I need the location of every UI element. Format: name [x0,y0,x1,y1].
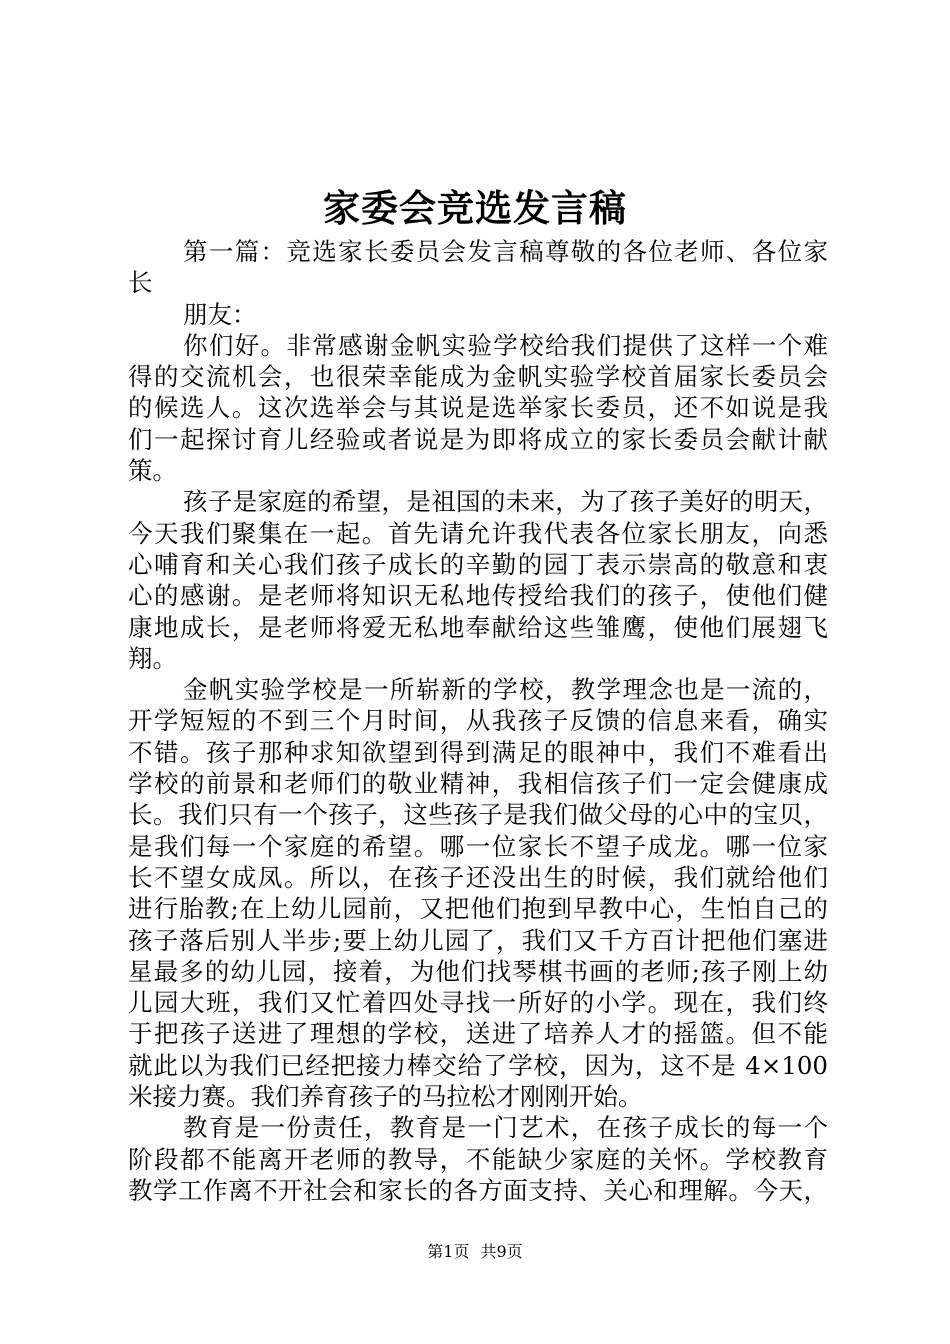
document-body [128,236,828,1206]
text-line: 就此以为我们已经把接力棒交给了学校，因为，这不是 4×100 [128,1050,828,1080]
text-line: 金帆实验学校是一所崭新的学校，教学理念也是一流的， [183,675,828,705]
text-line: 们一起探讨育儿经验或者说是为即将成立的家长委员会献计献 [128,424,828,454]
text-line: 你们好。非常感谢金帆实验学校给我们提供了这样一个难 [183,330,828,360]
text-line: 策。 [128,456,177,486]
text-line: 进行胎教;在上幼儿园前，又把他们抱到早教中心，生怕自己的 [128,894,828,924]
text-line: 朋友： [183,299,257,329]
text-line: 第一篇：竞选家长委员会发言稿尊敬的各位老师、各位家 [183,237,828,266]
text-line: 心的感谢。是老师将知识无私地传授给我们的孩子，使他们健 [128,581,828,611]
text-line: 心哺育和关心我们孩子成长的辛勤的园丁表示崇高的敬意和衷 [128,549,828,579]
text-line: 长。我们只有一个孩子，这些孩子是我们做父母的心中的宝贝， [128,800,828,830]
text-line: 教育是一份责任，教育是一门艺术，在孩子成长的每一个 [183,1113,828,1143]
page-total: 共9页 [480,1242,523,1261]
document-title: 家委会竞选发言稿 [323,186,627,230]
text-line: 孩子落后别人半步;要上幼儿园了，我们又千方百计把他们塞进 [128,925,828,955]
text-line: 不错。孩子那种求知欲望到得到满足的眼神中，我们不难看出 [128,737,828,767]
text-line: 教学工作离不开社会和家长的各方面支持、关心和理解。今天， [128,1175,828,1205]
text-line: 的候选人。这次选举会与其说是选举家长委员，还不如说是我 [128,393,828,423]
text-line: 阶段都不能离开老师的教导，不能缺少家庭的关怀。学校教育 [128,1144,828,1174]
text-line: 是我们每一个家庭的希望。哪一位家长不望子成龙。哪一位家 [128,831,828,861]
text-line: 长不望女成凤。所以，在孩子还没出生的时候，我们就给他们 [128,862,828,892]
text-line: 长 [128,268,153,298]
page-footer [0,1240,950,1264]
text-line: 孩子是家庭的希望，是祖国的未来，为了孩子美好的明天， [183,487,828,517]
text-line: 于把孩子送进了理想的学校，送进了培养人才的摇篮。但不能 [128,1019,828,1049]
text-line: 学校的前景和老师们的敬业精神，我相信孩子们一定会健康成 [128,769,828,799]
text-line: 康地成长，是老师将爱无私地奉献给这些雏鹰，使他们展翅飞 [128,612,828,642]
text-line: 星最多的幼儿园，接着，为他们找琴棋书画的老师;孩子刚上幼 [128,956,828,986]
text-line: 今天我们聚集在一起。首先请允许我代表各位家长朋友，向悉 [128,518,828,548]
text-line: 得的交流机会，也很荣幸能成为金帆实验学校首届家长委员会 [128,362,828,392]
text-line: 米接力赛。我们养育孩子的马拉松才刚刚开始。 [128,1082,643,1112]
text-line: 开学短短的不到三个月时间，从我孩子反馈的信息来看，确实 [128,706,828,736]
page-number: 第1页 [427,1242,470,1261]
text-line: 翔。 [128,643,177,673]
text-line: 儿园大班，我们又忙着四处寻找一所好的小学。现在，我们终 [128,988,828,1018]
